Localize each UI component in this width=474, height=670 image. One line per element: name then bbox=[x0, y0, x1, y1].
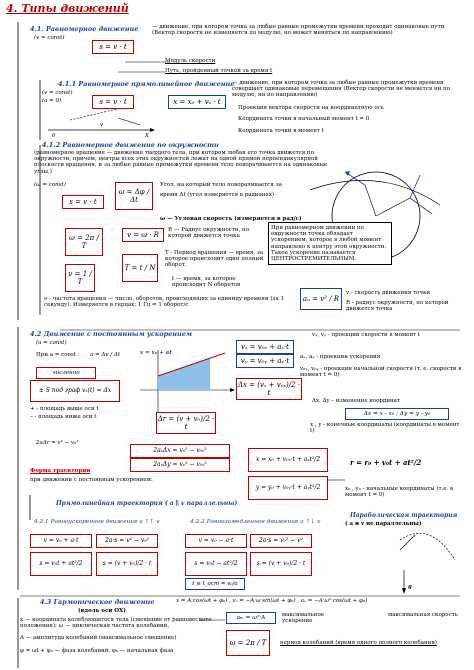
v-formula: v = v₀ + at bbox=[140, 350, 172, 356]
formula-s-vt-3: s = v · t bbox=[62, 195, 104, 209]
formula-s-vt-2: s = v · t bbox=[92, 95, 134, 109]
angle-text: Угол, на который тело поворачивается за bbox=[160, 182, 282, 188]
omega-label: ω — Угловая скорость (измеряется в рад/с) bbox=[160, 216, 302, 222]
vxy-desc: vₓ, vᵧ - проекции скорости в момент t bbox=[312, 332, 421, 338]
time-text: время Δt (угол измеряется в радианах) bbox=[160, 192, 275, 198]
cond1-4-1-1: (v = const) bbox=[42, 90, 73, 96]
vx-formula: vₓ = v₀ₓ + aₓ·t bbox=[236, 340, 294, 354]
heading-4-1: 4.1. Равномерное движение bbox=[30, 25, 139, 33]
ax2-formula: 2aₓΔx = vₓ² − v₀ₓ² bbox=[130, 444, 230, 458]
dx-desc: Δx, Δy – изменение координат bbox=[312, 398, 400, 404]
cond2-4-1-1: (a = 0) bbox=[42, 98, 62, 104]
f3: s = v₀t + at²/2 bbox=[30, 552, 92, 576]
xy-desc: x , y - конечные координаты (координаты в момент t) bbox=[310, 422, 460, 435]
formula-an: aₙ = v² / R bbox=[300, 288, 342, 310]
g3: s = v₀t − at²/2 bbox=[185, 552, 247, 576]
proj-label: Проекция вектора скорости на координатную ось bbox=[238, 105, 384, 111]
speed-modulus-label: Модуль скорости bbox=[165, 58, 216, 64]
amax-desc: максимальное ускорение bbox=[282, 612, 325, 625]
when-label: При a = const : bbox=[36, 352, 80, 358]
dx-eq: Δx = x - x₀ ; Δy = y - y₀ bbox=[345, 408, 449, 420]
x0y0-desc: x₀ , y₀ - начальные координаты (т.е. в момент t = 0) bbox=[345, 486, 454, 499]
x-label: Координата точки в момент t bbox=[238, 128, 324, 134]
g2: 2a·s = v₀² − v² bbox=[250, 534, 312, 548]
a-def: a = Δv / Δt bbox=[90, 352, 120, 358]
x0-label: Координата точки в начальный момент t = 0 bbox=[238, 116, 370, 122]
vy-formula: vᵧ = v₀ᵧ + aᵧ·t bbox=[236, 354, 294, 368]
dr2-formula: 2aΔr = v² − v₀² bbox=[36, 440, 79, 446]
traj-label: Форма траектории bbox=[30, 468, 91, 474]
heading-4-2: 4.2 Движение с постоянным ускорением bbox=[30, 330, 193, 338]
not-parallel: ( a и v не параллельны) bbox=[345, 521, 422, 527]
axy-desc: aₓ, aᵧ - проекции ускорения bbox=[300, 354, 381, 360]
harmonic-eq: x = A·cos(ωt + φ₀) , vₓ = −A·ω·sin(ωt + φ₀) , aₓ = −A·ω²·cos(ωt + φ₀) bbox=[176, 598, 368, 604]
vmax-desc: максимальная скорость bbox=[388, 612, 458, 618]
page-title: 4. Типы движений bbox=[6, 2, 129, 15]
heading-4-1-2: 4.1.2 Равномерное движение по окружности bbox=[42, 141, 219, 149]
f4: s = (v + v₀)/2 · t bbox=[96, 552, 158, 576]
centripetal-note: При равномерном движении по окружности точка обладает ускорением, которое в любой момент направлено к центру этой окружности. Такое ускорение называется ЦЕНТРОСТРЕМИТЕЛЬНЫМ. bbox=[268, 222, 392, 265]
T-formula: ω = 2π / T bbox=[226, 630, 270, 656]
minus-area-label: – - площадь ниже оси t bbox=[30, 414, 97, 420]
formula-omega-2pi: ω = 2π / T bbox=[65, 228, 103, 256]
period-label: T - Период вращения — время, за которое происходит один полный оборот. bbox=[165, 250, 264, 269]
line1: x — координата колеблющегося тела (смещение от равновесного положения); ω — циклическая частота колебаний, bbox=[20, 617, 212, 630]
r-eq: r = r₀ + v₀t + at²/2 bbox=[350, 458, 422, 467]
v0-desc: v₀ₓ, v₀ᵧ - проекции начальной скорости (т. е. скорости в момент t = 0) bbox=[300, 366, 462, 379]
plus-area-label: + - площадь выше оси t bbox=[30, 406, 99, 412]
cond-4-2: (a = const) bbox=[36, 340, 67, 346]
straight-traj: Прямолинейная траектория ( a ∥ v параллельны) bbox=[56, 500, 238, 507]
g-vector-label: g bbox=[408, 584, 412, 590]
heading-4-2-2: 4.2.2 Равнозамедленное движение a ↑↓ v bbox=[190, 519, 321, 525]
desc-4-1-1: — движение, при котором точка за любые равные промежутки времени совершает одинаковые перемещения (Вектор скорости не меняется ни по модулю, ни по направлению) bbox=[232, 80, 451, 99]
cond-4-1: (v = const) bbox=[34, 35, 65, 41]
ay2-formula: 2aᵧΔy = vᵧ² − v₀ᵧ² bbox=[130, 458, 230, 472]
r-radius-label: R - радиус окружности, по которой движется точка bbox=[346, 300, 449, 313]
g4: s = (v + v₀)/2 · t bbox=[250, 552, 312, 576]
traj-sub: при движении с постоянным ускорением: bbox=[30, 477, 153, 483]
period-desc: период колебаний (время одного полного колебания) bbox=[280, 640, 437, 646]
x-eq: x = x₀ + v₀ₓ·t + aₓt²/2 bbox=[248, 448, 328, 472]
sum-formula: ± S под граф vₓ(t) = Δx bbox=[30, 380, 120, 402]
dr-formula: Δr = (v + v₀)/2 · t bbox=[156, 412, 216, 434]
path-label: Путь, пройденный точкой за время t bbox=[165, 68, 273, 74]
stop-time: t ≤ t_ост = v₀/a bbox=[185, 578, 245, 590]
t-label: t — время, за которое происходит N оборотов bbox=[172, 276, 241, 289]
axis-origin: 0 bbox=[52, 133, 56, 139]
along-ox: (вдоль оси OX) bbox=[78, 608, 126, 614]
formula-s-vt: s = v · t bbox=[92, 40, 134, 54]
y-eq: y = y₀ + v₀ᵧ·t + aᵧt²/2 bbox=[248, 476, 328, 500]
formula-x: x = x₀ + vₓ · t bbox=[168, 95, 226, 109]
heading-4-3: 4.3 Гармоническое движение bbox=[40, 598, 155, 606]
amax-formula: aₘ = ω²·A bbox=[226, 612, 276, 624]
heading-4-2-1: 4.2.1 Равноускоренное движение a ↑↑ v bbox=[34, 519, 160, 525]
freq-label: ν - частота вращения — число, оборотов, происходящих за единицу времени (за 1 секунду). Измеряется в герцах: 1 Гц = 1 оборот/с bbox=[44, 296, 285, 309]
v-speed-label: v - скорость движения точки bbox=[346, 290, 431, 296]
desc-4-1: — движение, при котором точка за любые равные промежутки времени проходит одинаковые пути (Вектор скорости не изменяется по модулю, но может меняться по направлению) bbox=[152, 24, 445, 37]
cond-4-1-2: (ω = const) bbox=[34, 182, 66, 188]
heading-4-1-1: 4.1.1 Равномерное прямолинейное движение bbox=[58, 80, 235, 88]
axis-v: v bbox=[100, 122, 104, 128]
line3: φ = ωt + φ₀ — фаза колебаний, φ₀ — начальная фаза bbox=[20, 648, 174, 654]
desc-4-1-2: (равномерное вращение — движение твердого тела, при котором любая его точка движется по окружности, причем, центры всех этих окружностей лежат на одной прямой перпендикулярной плоскости вращения, и за любые равные промежутки времени тело поворачивается на одинаковые углы.) bbox=[34, 150, 328, 175]
numeric-label: численно bbox=[36, 367, 96, 379]
formula-T: T = t / N bbox=[122, 254, 158, 282]
parabolic-traj: Параболическая траектория bbox=[350, 512, 458, 519]
line2: A — амплитуда колебаний (максимальное смещение) bbox=[20, 635, 177, 641]
formula-v-omega-r: v = ω · R bbox=[122, 228, 164, 242]
axis-x: X bbox=[145, 133, 149, 139]
f2: 2a·s = v² − v₀² bbox=[96, 534, 158, 548]
formula-omega-dphi: ω = Δφ / Δt bbox=[115, 182, 153, 210]
dx-formula: Δx = (vₓ + v₀ₓ)/2 · t bbox=[236, 378, 302, 400]
formula-nu: ν = 1 / T bbox=[65, 264, 95, 292]
g1: v = v₀ − a·t bbox=[185, 534, 247, 548]
r-label: R — Радиус окружности, по которой движется точка bbox=[168, 227, 250, 240]
f1: v = v₀ + a·t bbox=[30, 534, 92, 548]
